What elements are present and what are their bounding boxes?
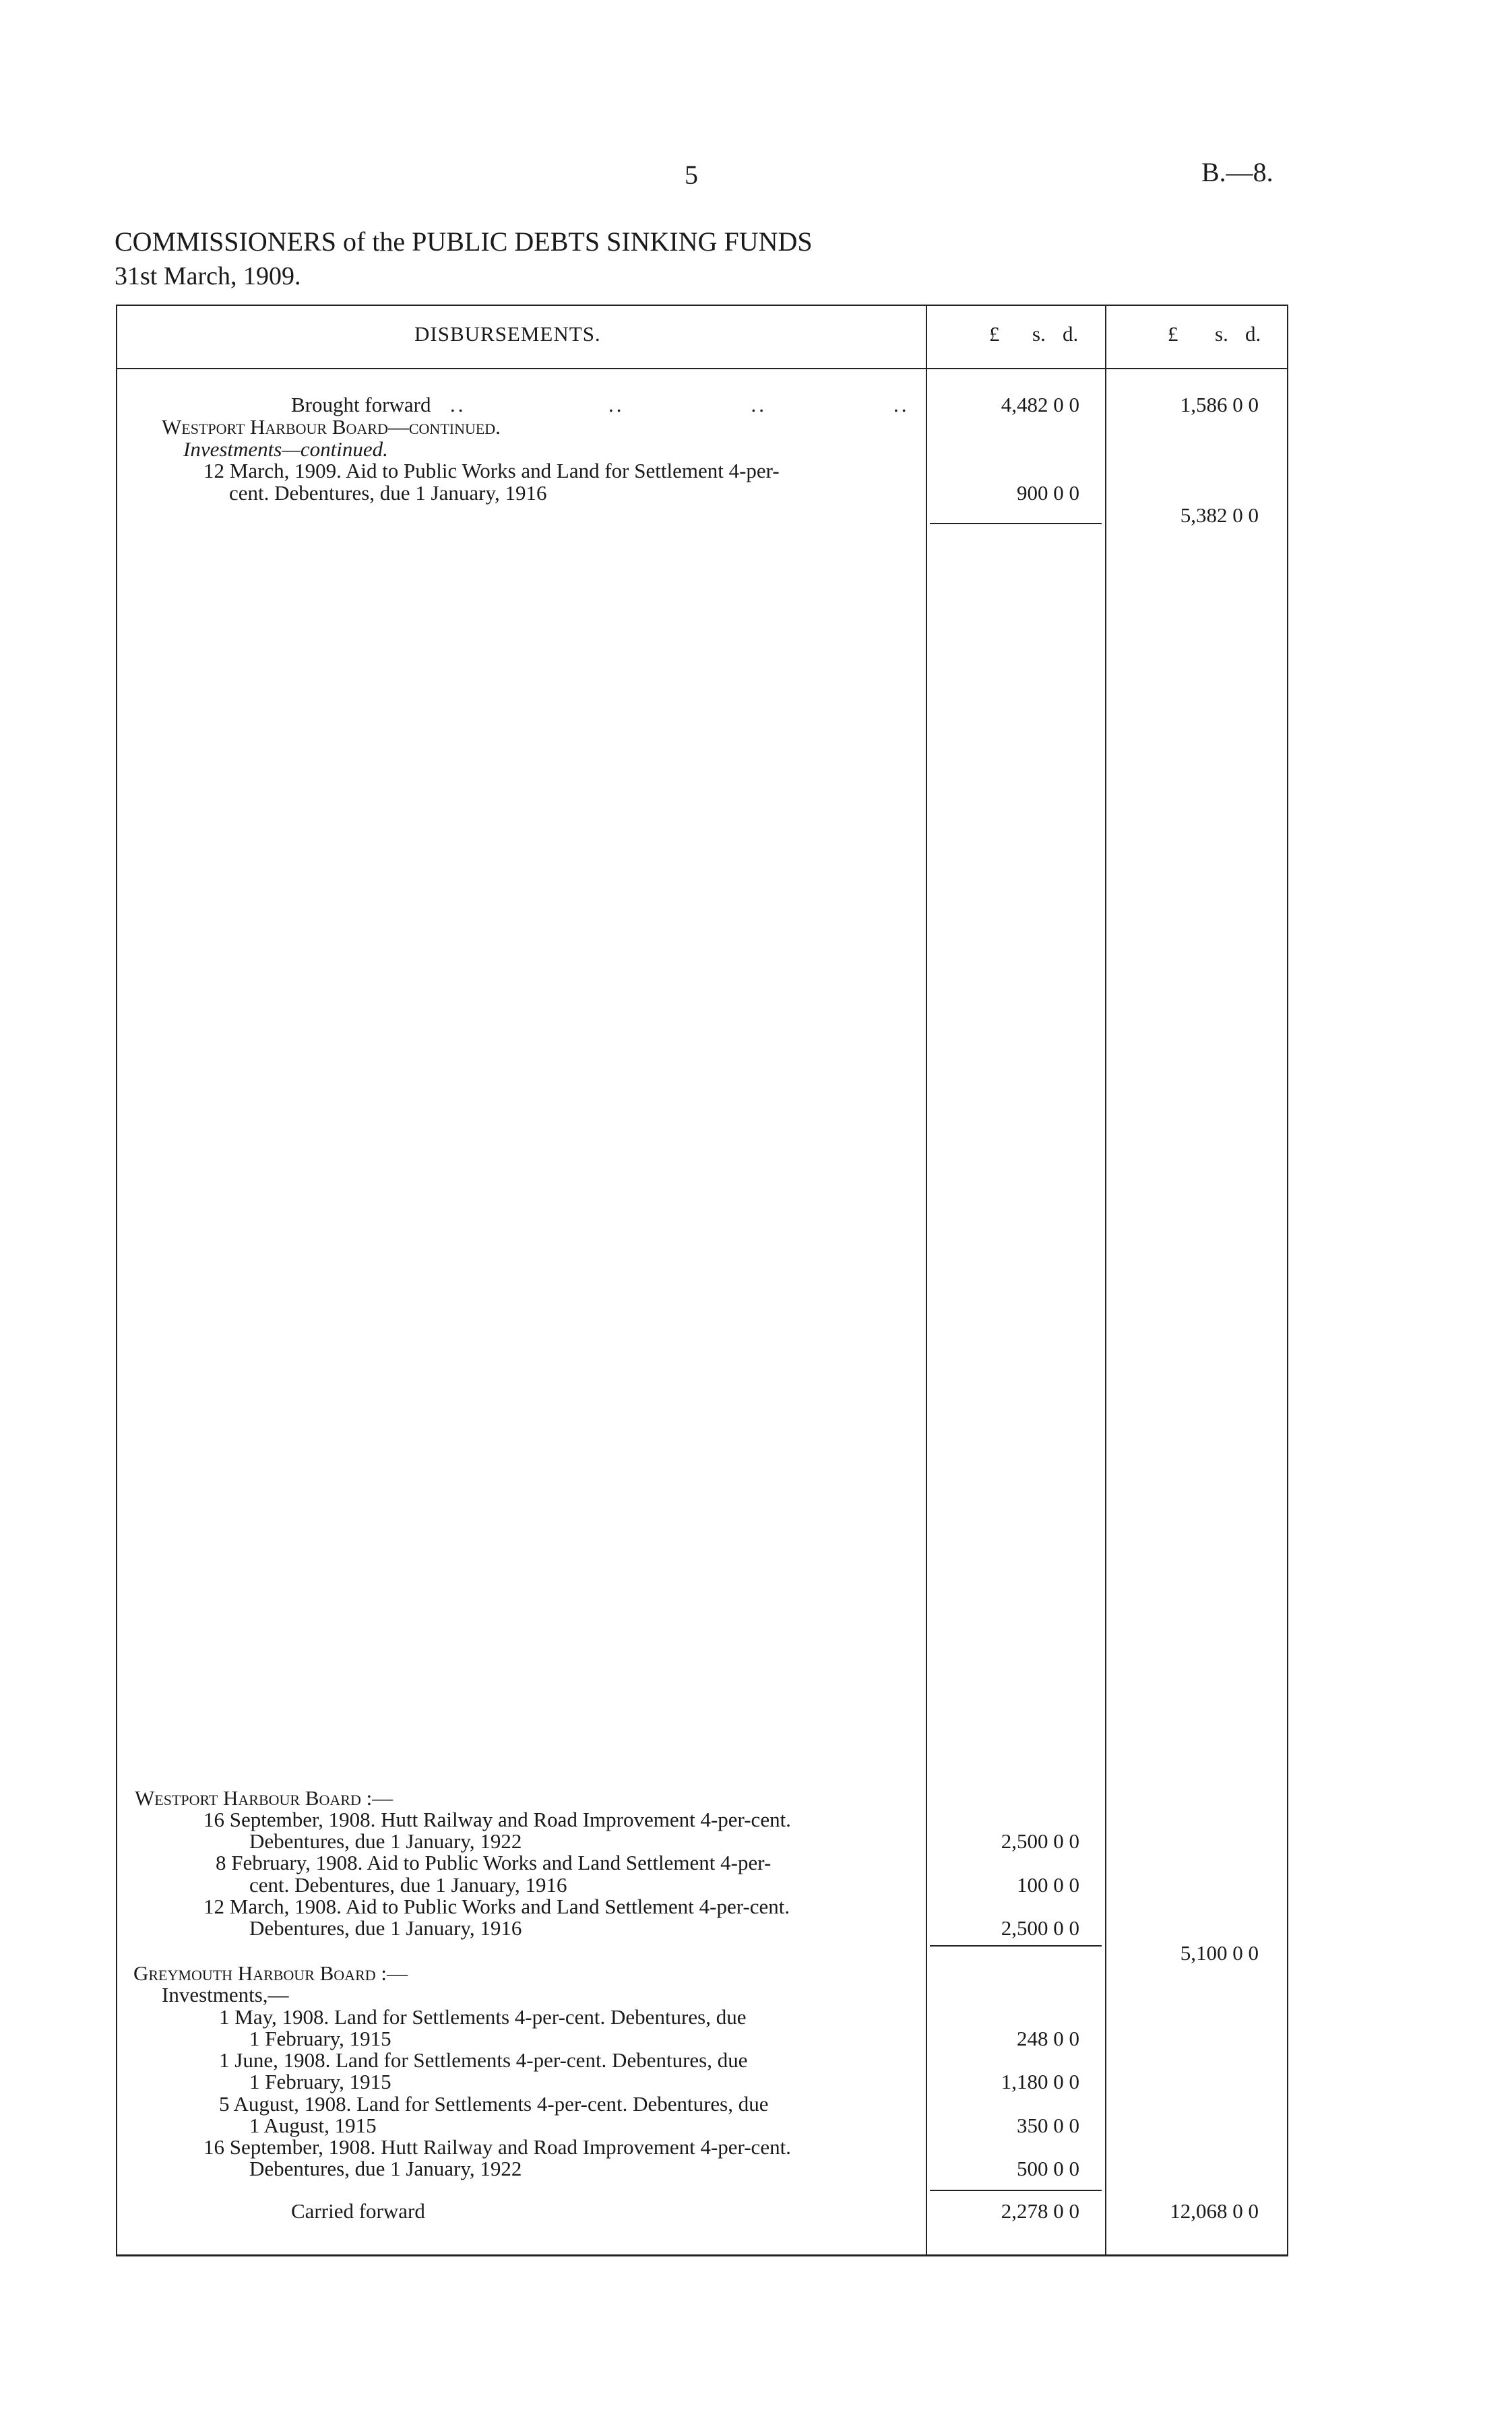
entry-line: 8 February, 1908. Aid to Public Works and Land Settlement 4-per-: [216, 1851, 771, 1874]
col2-pence-header: d.: [1245, 322, 1261, 346]
greymouth-investments: Investments,—: [162, 1983, 289, 2006]
carried-forward-label: Carried forward: [291, 2199, 425, 2223]
subtotal-rule: [930, 1945, 1102, 1947]
document-reference: B.—8.: [1201, 157, 1273, 187]
entry-line: Debentures, due 1 January, 1916: [249, 1916, 522, 1940]
westport-total-col2: 5,100 0 0: [1180, 1941, 1259, 1965]
entry-line: 1 May, 1908. Land for Settlements 4-per-cent. Debentures, due: [219, 2005, 747, 2029]
entry-line: 12 March, 1908. Aid to Public Works and Land Settlement 4-per-cent.: [203, 1895, 790, 1918]
table-right-border: [1287, 305, 1288, 2256]
page-subtitle: [115, 261, 301, 291]
entry-line: 16 September, 1908. Hutt Railway and Road Improvement 4-per-cent.: [203, 1808, 791, 1831]
subtotal-col2: 5,382 0 0: [1180, 503, 1259, 527]
entry-line: 1 June, 1908. Land for Settlements 4-per-cent. Debentures, due: [219, 2048, 748, 2072]
column-title: DISBURSEMENTS.: [414, 322, 601, 346]
westport-heading: Westport Harbour Board :—: [135, 1786, 393, 1810]
entry-amount: 1,180 0 0: [1001, 2070, 1079, 2093]
table-top-border: [116, 305, 1288, 306]
entry-amount: 500 0 0: [1017, 2157, 1079, 2180]
subtotal-rule: [930, 2190, 1102, 2191]
brought-forward-label: Brought forward: [291, 393, 431, 416]
entry-line: Debentures, due 1 January, 1922: [249, 2157, 522, 2180]
leader-dots: .. .. .. ..: [450, 393, 910, 416]
page-number: 5: [685, 160, 698, 190]
col1-pence-header: d.: [1063, 322, 1079, 346]
page-title: [115, 226, 813, 257]
entry-line: 1 February, 1915: [249, 2027, 391, 2050]
table-left-border: [116, 305, 117, 2256]
investments-heading-continued: Investments—continued.: [183, 437, 388, 461]
greymouth-heading: Greymouth Harbour Board :—: [133, 1961, 408, 1985]
header-bottom-border: [116, 368, 1288, 369]
board-heading-continued: Westport Harbour Board—continued.: [162, 415, 501, 439]
entry-line: 16 September, 1908. Hutt Railway and Road Improvement 4-per-cent.: [203, 2135, 791, 2159]
entry-line: cent. Debentures, due 1 January, 1916: [229, 481, 547, 505]
table-bottom-border: [116, 2254, 1288, 2256]
col2-shillings-header: s.: [1215, 322, 1228, 346]
col1-pounds-header: £: [989, 322, 1000, 346]
entry-line: 5 August, 1908. Land for Settlements 4-per-cent. Debentures, due: [219, 2092, 769, 2116]
subtotal-rule: [930, 523, 1102, 524]
carried-forward-col1: 2,278 0 0: [1001, 2199, 1079, 2223]
col2-pounds-header: £: [1168, 322, 1178, 346]
entry-line: 1 February, 1915: [249, 2070, 391, 2093]
entry-line: cent. Debentures, due 1 January, 1916: [249, 1873, 567, 1897]
carried-forward-col2: 12,068 0 0: [1170, 2199, 1259, 2223]
column-divider-1: [926, 305, 927, 2256]
entry-line: 1 August, 1915: [249, 2114, 377, 2137]
entry-line: Debentures, due 1 January, 1922: [249, 1829, 522, 1853]
entry-line: 12 March, 1909. Aid to Public Works and Land for Settlement 4-per-: [203, 459, 780, 482]
brought-forward-col1: 4,482 0 0: [1001, 393, 1079, 416]
entry-amount: 2,500 0 0: [1001, 1916, 1079, 1940]
brought-forward-col2: 1,586 0 0: [1180, 393, 1259, 416]
entry-amount: 350 0 0: [1017, 2114, 1079, 2137]
entry-amount: 900 0 0: [1017, 481, 1079, 505]
entry-amount: 248 0 0: [1017, 2027, 1079, 2050]
page-title-text: COMMISSIONERS of the PUBLIC DEBTS SINKING FUNDS: [115, 226, 813, 257]
entry-amount: 2,500 0 0: [1001, 1829, 1079, 1853]
entry-amount: 100 0 0: [1017, 1873, 1079, 1897]
col1-shillings-header: s.: [1032, 322, 1046, 346]
page-subtitle-text: 31st March, 1909.: [115, 262, 301, 290]
